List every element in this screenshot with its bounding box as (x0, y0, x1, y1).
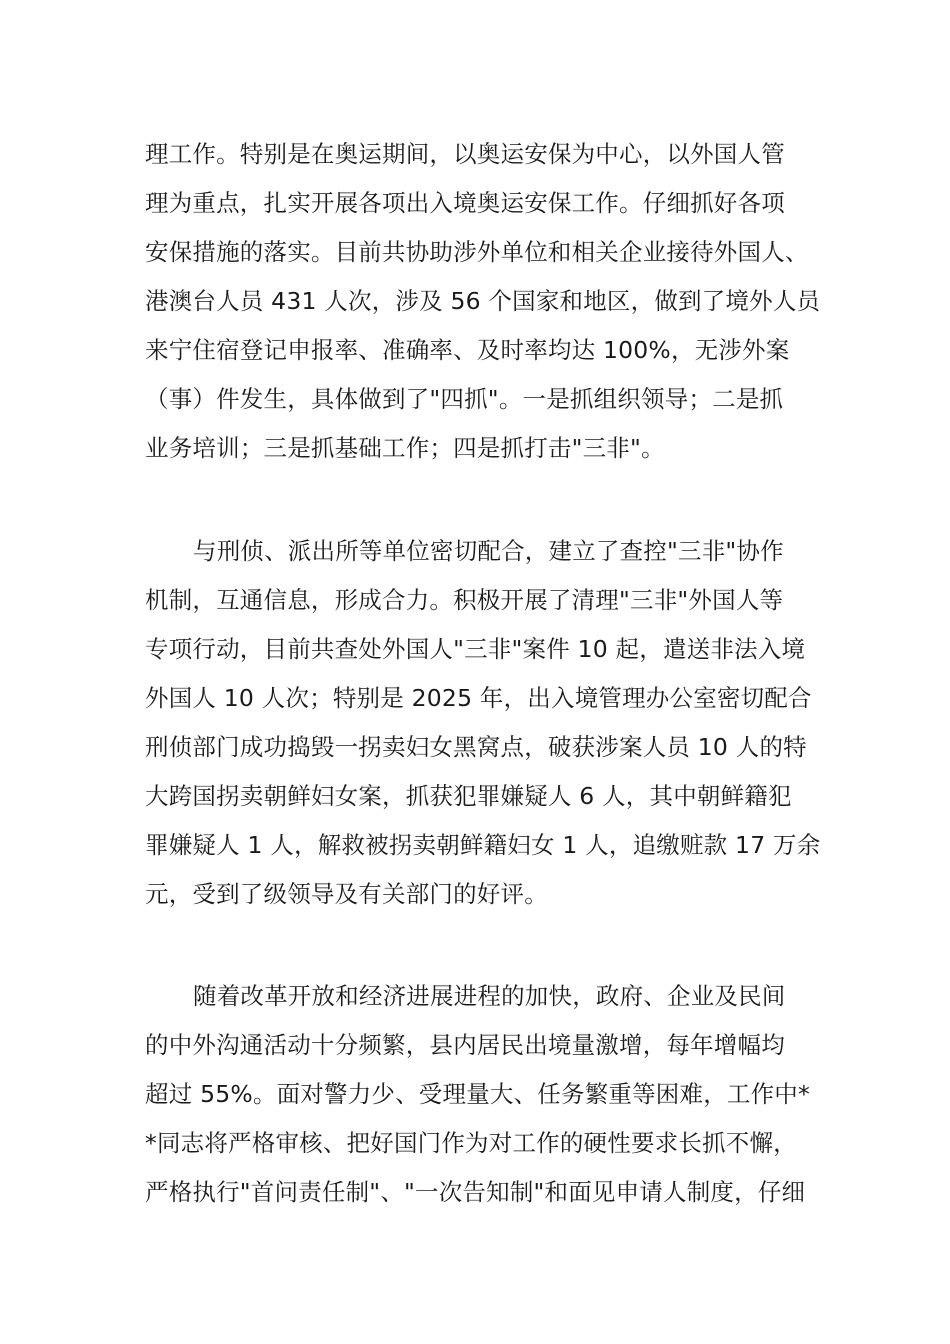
text-line: 港澳台人员 431 人次，涉及 56 个国家和地区，做到了境外人员 (145, 287, 821, 315)
paragraph-2 (145, 527, 825, 919)
text-line: 机制，互通信息，形成合力。积极开展了清理"三非"外国人等 (145, 586, 784, 614)
text-line: 安保措施的落实。目前共协助涉外单位和相关企业接待外国人、 (145, 238, 809, 266)
paragraph-3 (145, 972, 825, 1217)
text-line: 超过 55%。面对警力少、受理量大、任务繁重等困难，工作中* (145, 1080, 810, 1108)
paragraph-1 (145, 130, 825, 473)
text-line: 理为重点，扎实开展各项出入境奥运安保工作。仔细抓好各项 (145, 189, 785, 217)
text-line: 的中外沟通活动十分频繁，县内居民出境量激增，每年增幅均 (145, 1031, 785, 1059)
text-line: （事）件发生，具体做到了"四抓"。一是抓组织领导；二是抓 (145, 385, 784, 413)
text-line: 随着改革开放和经济进展进程的加快，政府、企业及民间 (193, 982, 786, 1010)
text-line: 与刑侦、派出所等单位密切配合，建立了查控"三非"协作 (193, 537, 784, 565)
text-line: 来宁住宿登记申报率、准确率、及时率均达 100%，无涉外案 (145, 336, 790, 364)
text-line: 严格执行"首问责任制"、"一次告知制"和面见申请人制度，仔细 (145, 1178, 806, 1206)
text-line: 专项行动，目前共查处外国人"三非"案件 10 起，遣送非法入境 (145, 635, 806, 663)
text-line: 外国人 10 人次；特别是 2025 年，出入境管理办公室密切配合 (145, 684, 812, 712)
text-line: 刑侦部门成功捣毁一拐卖妇女黑窝点，破获涉案人员 10 人的特 (145, 733, 807, 761)
text-line: 大跨国拐卖朝鲜妇女案，抓获犯罪嫌疑人 6 人，其中朝鲜籍犯 (145, 782, 792, 810)
text-line: 罪嫌疑人 1 人，解救被拐卖朝鲜籍妇女 1 人，追缴赃款 17 万余 (145, 831, 821, 859)
text-line: *同志将严格审核、把好国门作为对工作的硬性要求长抓不懈， (145, 1129, 797, 1157)
text-line: 元，受到了级领导及有关部门的好评。 (145, 880, 548, 908)
text-line: 业务培训；三是抓基础工作；四是抓打击"三非"。 (145, 434, 665, 462)
text-line: 理工作。特别是在奥运期间，以奥运安保为中心，以外国人管 (145, 140, 785, 168)
